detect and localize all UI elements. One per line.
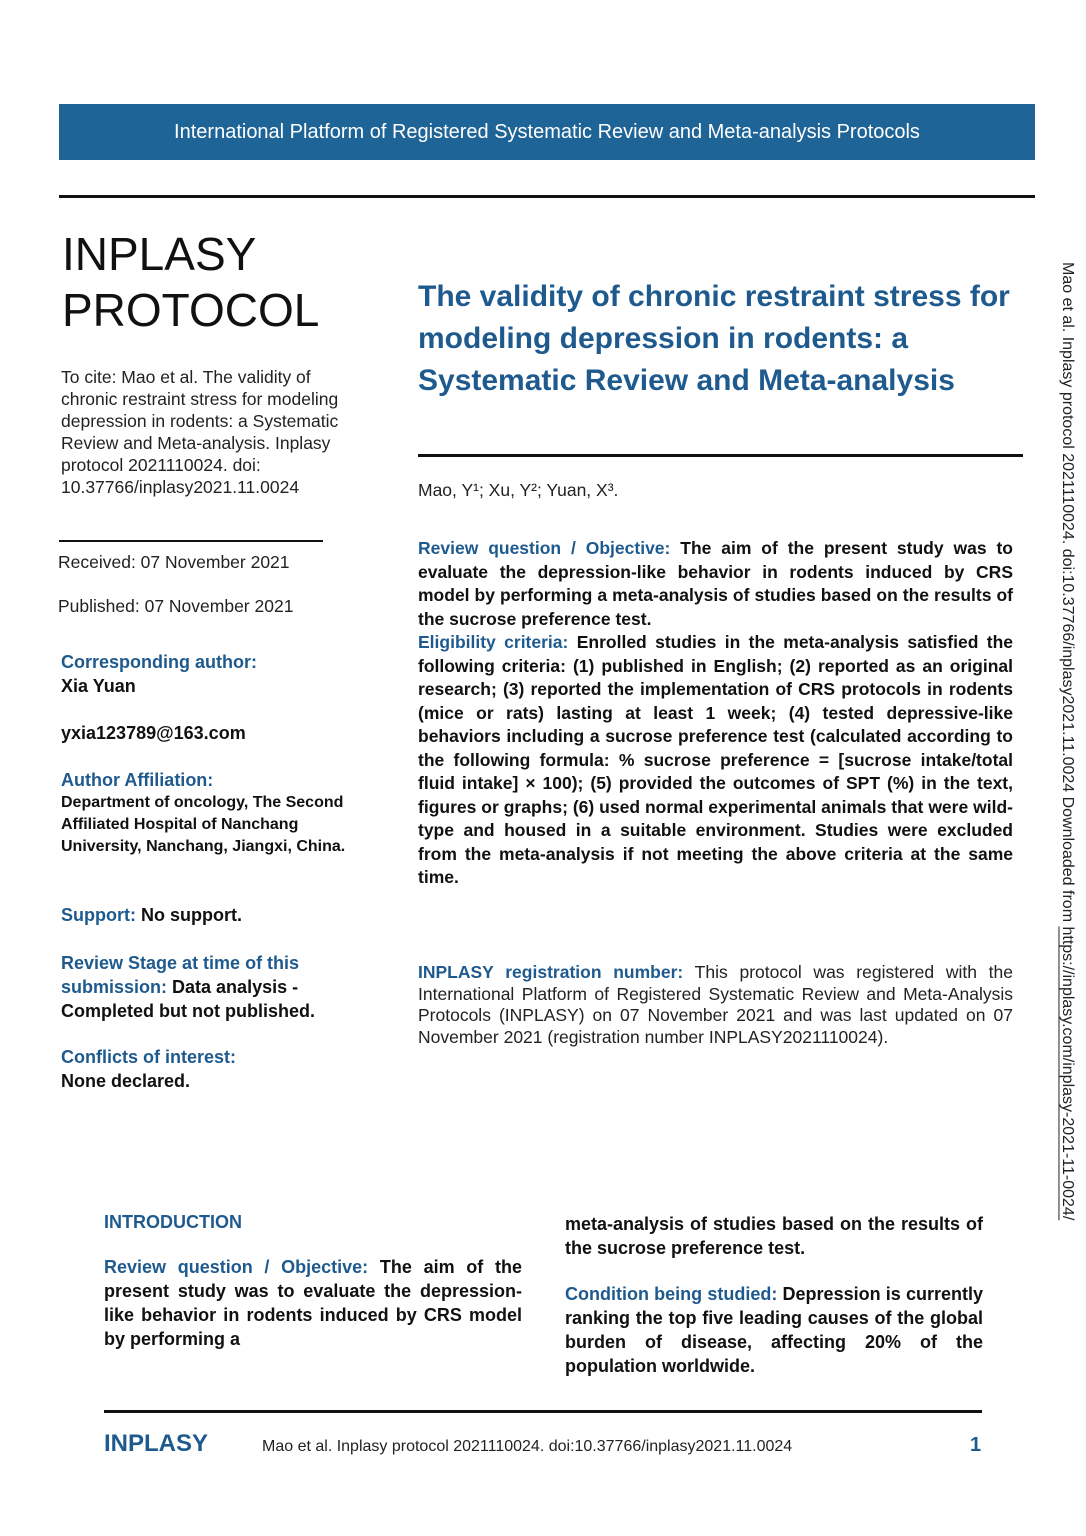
- registration-text: This protocol was registered with the International Platform of Registered Systematic Review and Meta-Analysis Protocols (INPLASY) on 07 November 2021 and was last updated on 07 November 2021 (registration number INPLASY2021110024).: [418, 962, 1013, 1047]
- author-list: Mao, Y¹; Xu, Y²; Yuan, X³.: [418, 480, 619, 500]
- intro-heading: INTRODUCTION: [104, 1212, 242, 1232]
- protocol-brand: [62, 226, 319, 338]
- side-note-text: Mao et al. Inplasy protocol 2021110024. doi:10.37766/inplasy2021.11.0024 Downloaded from: [1059, 262, 1076, 927]
- condition-section: [565, 1282, 983, 1378]
- conflicts-value: None declared.: [61, 1071, 191, 1091]
- footer-rule: [104, 1410, 982, 1413]
- corresponding-label: Corresponding author:: [61, 652, 257, 672]
- journal-banner: [59, 104, 1035, 160]
- corresponding-name: Xia Yuan: [61, 676, 136, 696]
- intro-column-left: [104, 1212, 522, 1351]
- affiliation-section: [61, 768, 351, 858]
- top-rule: [59, 195, 1035, 198]
- affiliation-label: Author Affiliation:: [61, 770, 214, 790]
- banner-text: International Platform of Registered Systematic Review and Meta-analysis Protocols: [174, 120, 920, 143]
- title-rule: [418, 454, 1023, 457]
- published-date: Published: 07 November 2021: [58, 596, 294, 616]
- footer-citation: Mao et al. Inplasy protocol 2021110024. doi:10.37766/inplasy2021.11.0024: [262, 1438, 793, 1455]
- review-stage-value: Data analysis - Completed but not published.: [61, 977, 315, 1021]
- brand-line-1: INPLASY: [62, 228, 257, 280]
- conflicts-label: Conflicts of interest:: [61, 1047, 237, 1067]
- affiliation-text: Department of oncology, The Second Affiliated Hospital of Nanchang University, Nanchang, Jiangxi, China.: [61, 794, 346, 855]
- side-download-note: [1046, 262, 1076, 1387]
- registration-label: INPLASY registration number:: [418, 962, 684, 982]
- condition-label: Condition being studied:: [565, 1284, 778, 1304]
- review-stage-label: Review Stage at time of this submission:: [61, 953, 300, 997]
- registration-block: [418, 962, 1013, 1048]
- brand-line-2: PROTOCOL: [62, 284, 320, 336]
- side-note-link[interactable]: https://inplasy.com/inplasy-2021-11-0024/: [1059, 926, 1076, 1221]
- footer-brand: INPLASY: [104, 1430, 209, 1457]
- citation-text: To cite: Mao et al. The validity of chronic restraint stress for modeling depression in rodents: a Systematic Review and Meta-analysis. Inplasy protocol 2021110024. doi: 10.37766/inplasy2021.11.0024: [61, 367, 339, 497]
- received-date: Received: 07 November 2021: [58, 552, 290, 572]
- intro-objective-continued: meta-analysis of studies based on the results of the sucrose preference test.: [565, 1214, 983, 1258]
- objective-text: The aim of the present study was to evaluate the depression-like behavior in rodents induced by CRS model by performing a meta-analysis of studies based on the results of the sucrose preference test.: [418, 538, 1013, 629]
- support-section: [61, 903, 351, 927]
- sidebar-rule: [59, 540, 323, 542]
- intro-objective-label: Review question / Objective:: [104, 1257, 369, 1277]
- support-value: No support.: [141, 905, 242, 925]
- eligibility-label: Eligibility criteria:: [418, 632, 569, 652]
- support-label: Support:: [61, 905, 136, 925]
- page-number: 1: [970, 1434, 982, 1456]
- condition-text: Depression is currently ranking the top five leading causes of the global burden of disease, affecting 20% of the population worldwide.: [565, 1284, 983, 1376]
- eligibility-text: Enrolled studies in the meta-analysis satisfied the following criteria: (1) published in English; (2) reported as an original research; (3) reported the implementation of CRS protocols in rodents (mice or rats) lasting at least 1 week; (4) tested depressive-like behaviors including a sucrose preference test (calculated according to the following formula: % sucrose preference = [sucrose intake/total fluid intake] × 100); (5) provided the outcomes of SPT (%) in the text, figures or graphs; (6) used normal experimental animals that were wild-type and housed in a suitable environment. Studies were excluded from the meta-analysis if not meeting the above criteria at the same time.: [418, 632, 1013, 887]
- conflicts-section: [61, 1045, 351, 1093]
- paper-title: The validity of chronic restraint stress for modeling depression in rodents: a Systematic Review and Meta-analysis: [418, 280, 1010, 397]
- author-email[interactable]: yxia123789@163.com: [61, 723, 246, 743]
- objective-label: Review question / Objective:: [418, 538, 671, 558]
- abstract-block: [418, 537, 1013, 890]
- corresponding-author-section: [61, 650, 351, 698]
- intro-objective: [104, 1255, 522, 1351]
- intro-objective-text: The aim of the present study was to evaluate the depression-like behavior in rodents induced by CRS model by performing a: [104, 1257, 522, 1349]
- review-stage-section: [61, 951, 351, 1023]
- intro-column-right: [565, 1212, 983, 1378]
